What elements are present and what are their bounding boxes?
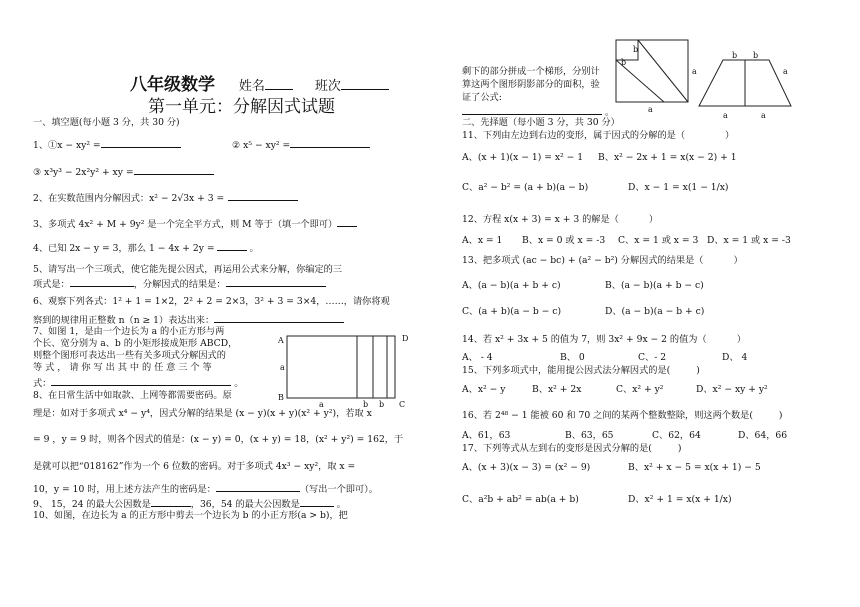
q10-line2: 剩下的部分拼成一个梯形，分别计 <box>462 66 600 77</box>
q7-line2: 个长、宽分别为 a、b 的小矩形接成矩形 ABCD， <box>33 338 238 349</box>
q11-text: 11、下列由左边到右边的变形，属于因式的分解的是（ <box>462 130 686 141</box>
figure-square <box>608 36 698 116</box>
q10-blank-line: 。 <box>462 104 614 119</box>
q17-text: 17、下列等式从左到右的变形是因式分解的是( <box>462 443 652 454</box>
q11-opt-c[interactable]: C、a² − b² = (a + b)(a − b) <box>462 182 589 193</box>
q17-paren: ) <box>677 443 682 454</box>
q9-blank2[interactable] <box>300 496 334 507</box>
q15-opt-b[interactable]: B、x² + 2x <box>532 384 582 395</box>
figure-trapezoid <box>695 50 795 122</box>
q12-opt-d[interactable]: D、x = 1 或 x = -3 <box>707 235 791 246</box>
q6-text: 察到的规律用正整数 n（n ≥ 1）表达出来： <box>33 315 215 326</box>
q10-line3: 算这两个图形阴影部分的面积，验 <box>462 79 600 90</box>
q8-line3: = 9 ，y = 9 时，则各个因式的值是：(x − y) = 0，(x + y) = 18，(x² + y²) = 162，于 <box>33 434 404 445</box>
q3 <box>33 216 357 231</box>
q4: 4、已知 2x − y = 3，那么 1 − 4x + 2y = 。 <box>33 240 259 255</box>
q12-opt-b[interactable]: B、x = 0 或 x = -3 <box>522 235 606 246</box>
q11-opt-b[interactable]: B、x² − 2x + 1 = x(x − 2) + 1 <box>598 152 737 163</box>
q9-label2: ，36，54 的最大公因数是 <box>190 499 300 510</box>
q14-paren: ） <box>736 334 746 345</box>
q5-label1: 项式是： <box>33 279 70 290</box>
q17 <box>462 443 681 455</box>
q3-blank[interactable] <box>337 216 357 227</box>
q12-paren: ） <box>648 214 659 225</box>
q14-opt-c[interactable]: C、- 2 <box>638 352 667 363</box>
label-c-vertex: C <box>399 400 406 408</box>
q15 <box>462 365 700 377</box>
q15-text: 15、下列多项式中，能用提公因式法分解因式的是( <box>462 365 671 376</box>
q1-part3-text: ③ x³y³ − 2x²y² + xy = <box>33 167 134 178</box>
q13-opt-a[interactable]: A、(a − b)(a + b + c) <box>462 280 561 291</box>
q14-opt-a[interactable]: A、 - 4 <box>462 352 493 363</box>
q13-opt-b[interactable]: B、(a − b)(a + b − c) <box>605 280 704 291</box>
q13 <box>462 255 743 267</box>
q6-blank[interactable] <box>214 312 344 323</box>
q2-blank[interactable] <box>228 190 298 201</box>
label-bottom-a: a <box>319 400 324 408</box>
rect-abcd <box>287 336 395 398</box>
outer-square <box>616 40 688 102</box>
q9: 9、 15，24 的最大公因数是 ，36，54 的最大公因数是 。 <box>33 496 346 511</box>
section-2-heading: 二、先择题（每小题 3 分，共 30 分） <box>462 117 620 128</box>
q8-line1: 8、在日常生活中如取款、上网等都需要密码。原 <box>33 390 232 401</box>
q5-blank2[interactable] <box>226 276 326 287</box>
q12-opt-c[interactable]: C、x = 1 或 x = 3 <box>618 235 699 246</box>
q7-line4: 等 式 ， 请 你 写 出 其 中 的 任 意 三 个 等 <box>33 362 212 373</box>
q5-line1: 5、请写出一个三项式，使它能先提公因式，再运用公式来分解，你编定的三 <box>33 264 343 275</box>
q3-text: 3、多项式 4x² + M + 9y² 是一个完全平方式，则 M 等于（填一个即可） <box>33 219 338 230</box>
sq-label-a-right: a <box>692 67 697 76</box>
label-bottom-b1: b <box>363 400 369 408</box>
q2-text: 2、在实数范围内分解因式：x² − 2√3x + 3 = <box>33 193 225 204</box>
q11-paren: ） <box>725 130 735 141</box>
q16-opt-c[interactable]: C、62，64 <box>652 430 701 441</box>
q16-opt-a[interactable]: A、61，63 <box>462 430 511 441</box>
q7-label: 式： <box>33 378 52 389</box>
q17-opt-a[interactable]: A、(x + 3)(x − 3) = (x² − 9) <box>462 462 591 473</box>
trap-label-b2: b <box>753 51 759 60</box>
label-a-vertex: A <box>278 336 284 345</box>
q14-text: 14、若 x² + 3x + 5 的值为 7，则 3x² + 9x − 2 的值为（ <box>462 334 707 345</box>
trap-label-a-bottom1: a <box>723 111 728 120</box>
q8-suffix: （写出一个即可）。 <box>299 484 378 495</box>
q17-opt-b[interactable]: B、x² + x − 5 = x(x + 1) − 5 <box>628 462 761 473</box>
q8-line5 <box>33 481 378 496</box>
trap-label-b1: b <box>732 51 738 60</box>
q17-opt-c[interactable]: C、a²b + ab² = ab(a + b) <box>462 494 579 505</box>
q1-part3 <box>33 164 214 179</box>
figure-1-rectangle <box>275 330 413 408</box>
q2 <box>33 190 298 205</box>
q10-line4: 证了公式: <box>462 92 502 103</box>
q7-blank[interactable] <box>51 375 231 386</box>
q4-blank[interactable] <box>217 240 247 251</box>
q17-opt-d[interactable]: D、x² + 1 = x(x + 1/x) <box>628 494 732 505</box>
q5-blank1[interactable] <box>70 276 134 287</box>
q13-paren: ） <box>733 255 743 266</box>
trap-label-a-right: a <box>783 67 788 76</box>
q12 <box>462 214 658 226</box>
sq-label-a-bottom: a <box>648 105 653 114</box>
q16 <box>462 410 783 422</box>
class-blank[interactable] <box>341 79 389 90</box>
q12-opt-a[interactable]: A、x = 1 <box>462 235 503 246</box>
q16-opt-b[interactable]: B、63，65 <box>565 430 614 441</box>
grade-subject: 八年级数学 <box>130 75 215 95</box>
q8-line4: 是就可以把“018162”作为一个 6 位数的密码。对于多项式 4x³ − xy²，取 x = <box>33 461 356 472</box>
name-blank[interactable] <box>265 79 293 90</box>
q6-line1: 6、观察下列各式：1² + 1 = 1×2，2² + 2 = 2×3，3² + 3 = 3×4，……，请你将观 <box>33 296 390 307</box>
q15-opt-c[interactable]: C、x² + y² <box>616 384 664 395</box>
sq-label-b-top: b <box>633 45 639 54</box>
q1-part2-blank[interactable] <box>290 137 370 148</box>
q1-part1-text: 1、①x − xy² = <box>33 140 101 151</box>
q7-line3: 则整个图形可表达出一些有关多项式分解因式的 <box>33 350 226 361</box>
q1-part3-blank[interactable] <box>134 164 214 175</box>
q14-opt-b[interactable]: B、 0 <box>560 352 585 363</box>
q10-blank[interactable] <box>462 104 602 115</box>
q6-line2 <box>33 312 344 327</box>
q12-text: 12、方程 x(x + 3) = x + 3 的解是（ <box>462 214 619 225</box>
q14-opt-d[interactable]: D、 4 <box>722 352 748 363</box>
q15-paren: ) <box>696 365 700 376</box>
sq-label-b-left: b <box>621 58 627 67</box>
q15-opt-a[interactable]: A、x² − y <box>462 384 506 395</box>
q8-label: 10，y = 10 时，用上述方法产生的密码是： <box>33 484 216 495</box>
q13-opt-d[interactable]: D、(a − b)(a − b + c) <box>605 306 705 317</box>
q5-label2: ，分解因式的结果是： <box>133 279 226 290</box>
q8-blank[interactable] <box>216 481 300 492</box>
q7-line1: 7、如图 1，是由一个边长为 a 的小正方形与两 <box>33 326 225 337</box>
q5-line2 <box>33 276 326 291</box>
q7-line5: 式： 。 <box>33 375 243 390</box>
section-1-heading: 一、填空题(每小题 3 分，共 30 分) <box>33 117 180 128</box>
class-label: 班次 <box>314 79 341 94</box>
unit-title: 第一单元：分解因式试题 <box>148 97 335 117</box>
diag-line-1 <box>638 40 688 102</box>
q1-part2-text: ② x⁵ − xy² = <box>232 140 291 151</box>
q9-label1: 9、 15，24 的最大公因数是 <box>33 499 151 510</box>
q1-part1-blank[interactable] <box>101 137 181 148</box>
q11-opt-a[interactable]: A、(x + 1)(x − 1) = x² − 1 <box>462 152 584 163</box>
q16-text: 16、若 2⁴⁸ − 1 能被 60 和 70 之间的某两个整数整除，则这两个数是( <box>462 410 753 421</box>
q10-line1: 10、如图，在边长为 a 的正方形中剪去一个边长为 b 的小正方形(a > b)，把 <box>33 510 348 521</box>
q13-text: 13、把多项式 (ac − bc) + (a² − b²) 分解因式的结果是（ <box>462 255 704 266</box>
label-bottom-b2: b <box>379 400 385 408</box>
q14 <box>462 334 746 346</box>
label-side-a: a <box>280 363 285 372</box>
q9-blank1[interactable] <box>151 496 191 507</box>
q1-part1 <box>33 137 181 152</box>
q8-line2: 理是：如对于多项式 x⁴ − y⁴，因式分解的结果是 (x − y)(x + y)(x² + y²)，若取 x <box>33 408 372 419</box>
q1-part2 <box>232 137 370 152</box>
q11-opt-d[interactable]: D、x − 1 = x(1 − 1/x) <box>628 182 729 193</box>
q16-paren: ) <box>778 410 783 421</box>
q4-text: 4、已知 2x − y = 3，那么 1 − 4x + 2y = <box>33 243 215 254</box>
label-d-vertex: D <box>402 334 409 343</box>
name-label: 姓名 <box>238 79 265 94</box>
q13-opt-c[interactable]: C、(a + b)(a − b − c) <box>462 306 562 317</box>
q15-opt-d[interactable]: D、x² − xy + y² <box>696 384 768 395</box>
q11 <box>462 130 734 142</box>
label-b-vertex: B <box>278 393 284 402</box>
q16-opt-d[interactable]: D、64，66 <box>738 430 788 441</box>
trap-label-a-bottom2: a <box>761 111 766 120</box>
